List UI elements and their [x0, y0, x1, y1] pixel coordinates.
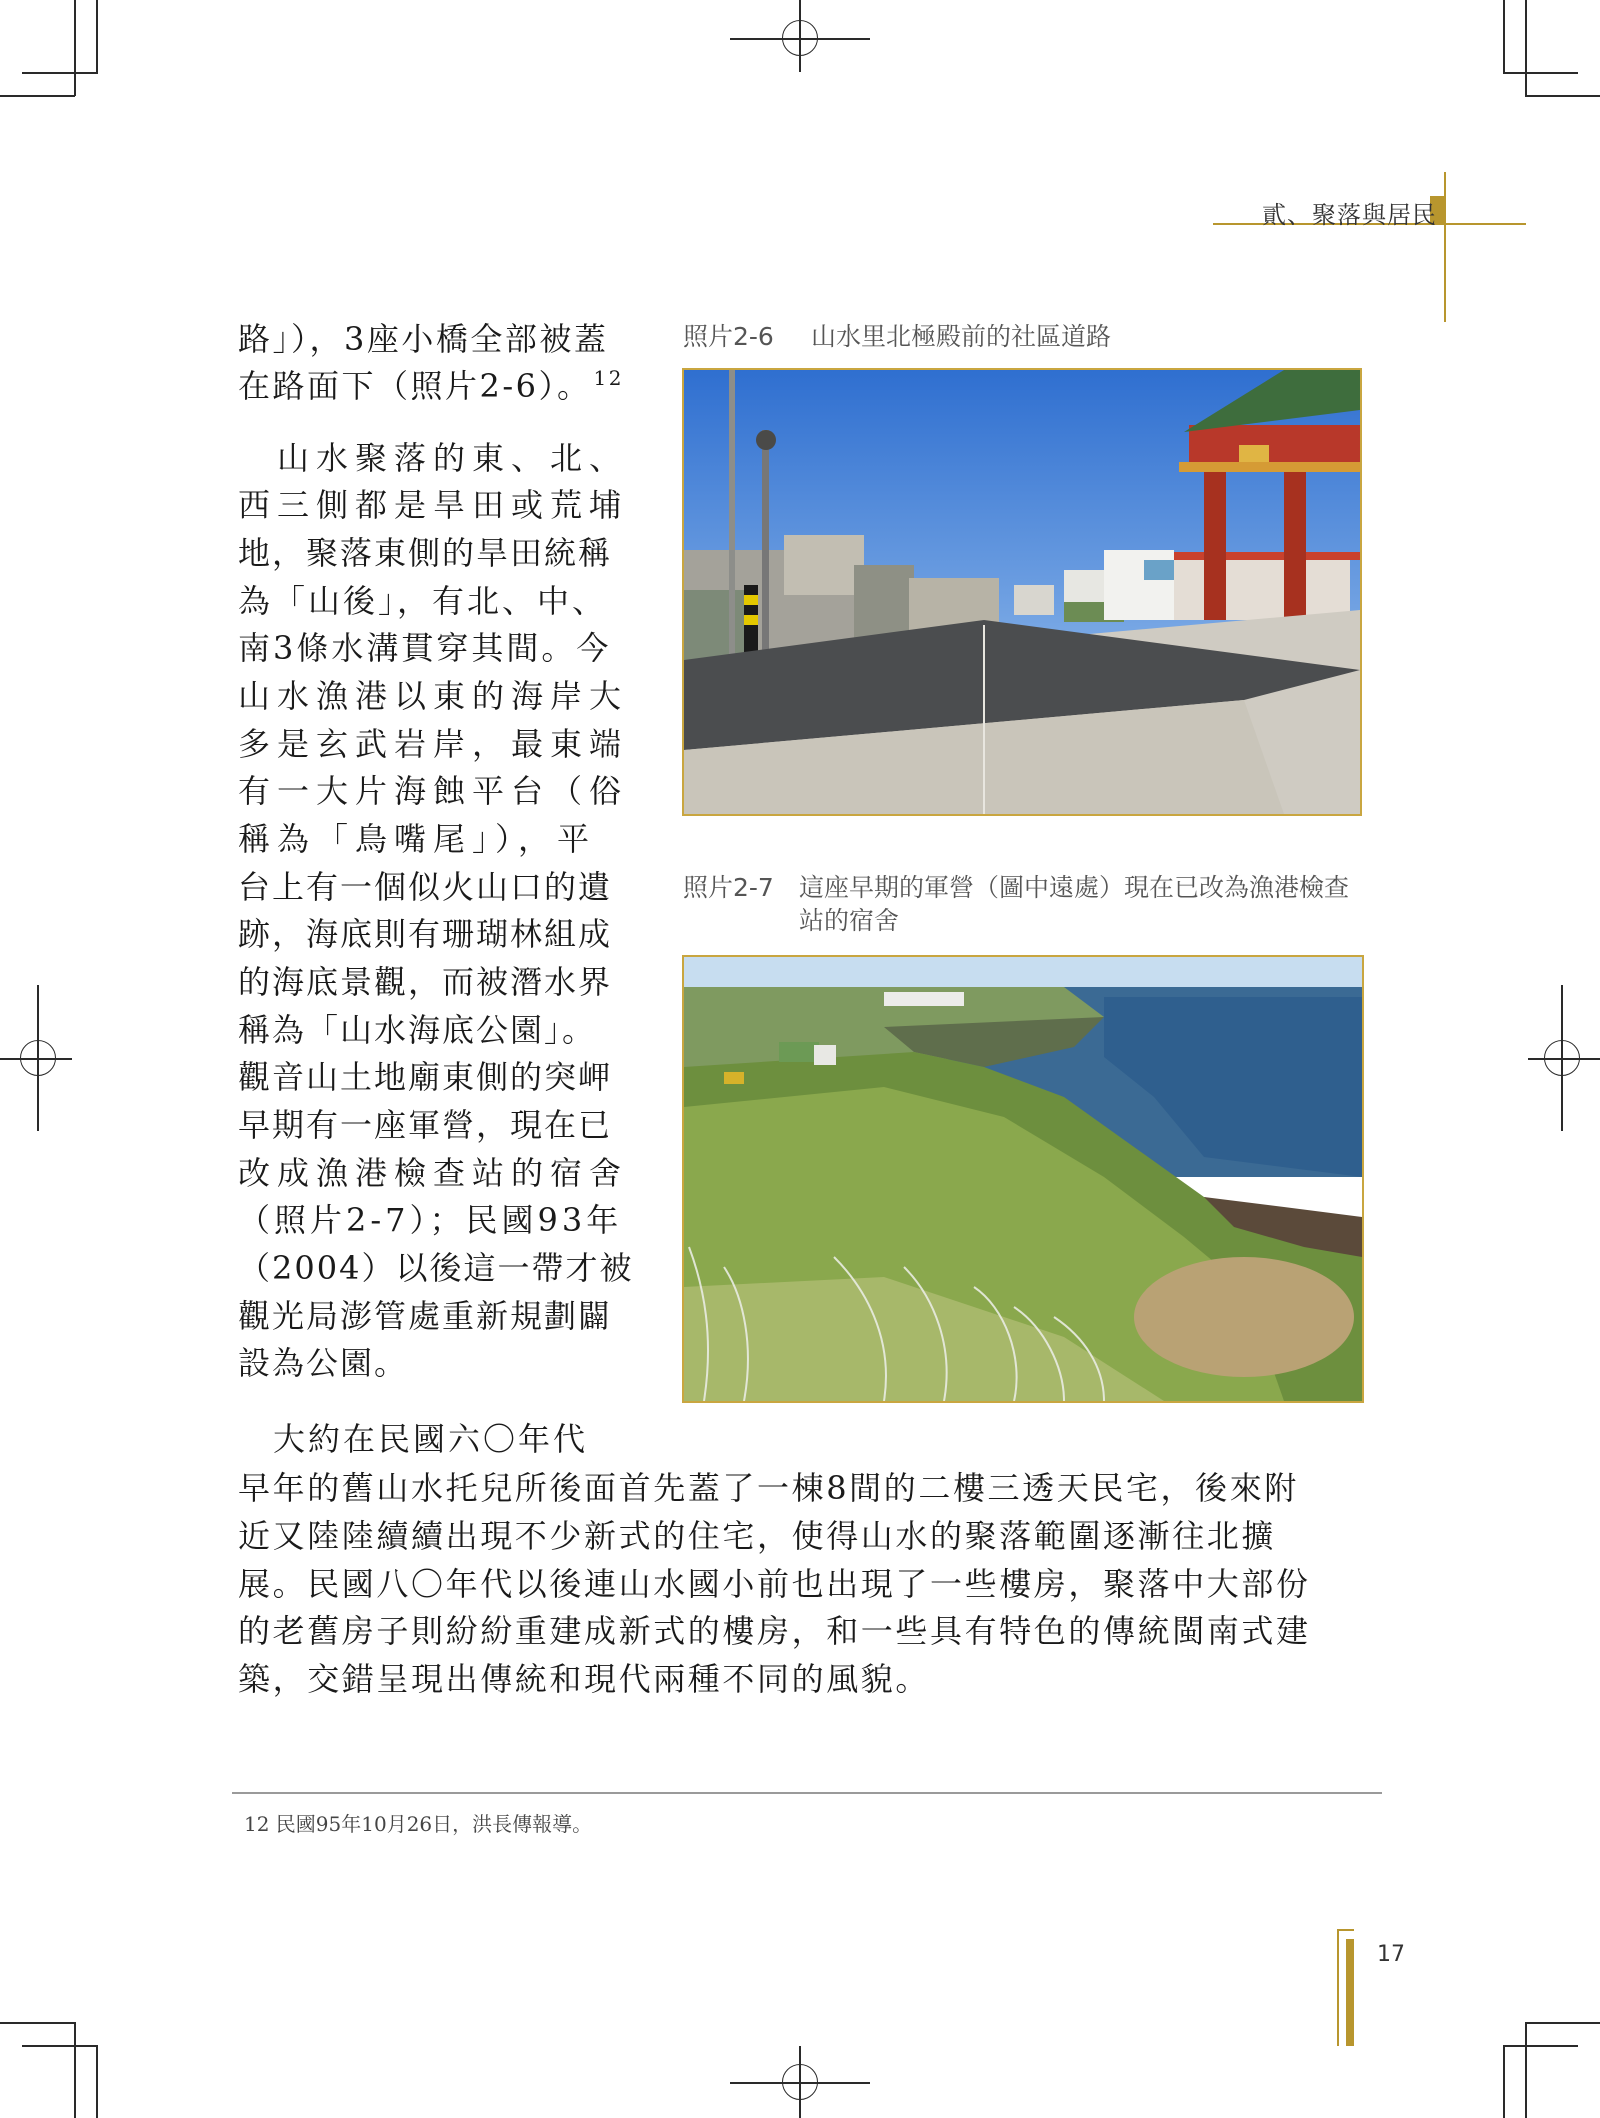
text-line: 西三側都是旱田或荒埔: [238, 486, 629, 524]
text-line: 近又陸陸續續出現不少新式的住宅，使得山水的聚落範圍逐漸往北擴: [238, 1517, 1277, 1555]
text-line: 山水聚落的東、北、: [238, 439, 629, 477]
caption-text: 山水里北極殿前的社區道路: [811, 322, 1112, 351]
page-number: 17: [1377, 1942, 1405, 1967]
text-line: 稱為「山水海底公園」。: [238, 1011, 597, 1049]
text-line: 設為公園。: [238, 1344, 409, 1382]
street-temple-photo: [684, 370, 1360, 814]
page-number-thin-rule: [1337, 1929, 1339, 2046]
text-line: 大約在民國六〇年代: [238, 1420, 589, 1458]
text-line: 有一大片海蝕平台（俗: [238, 772, 629, 810]
footnote: 12 民國95年10月26日，洪長傳報導。: [244, 1812, 593, 1836]
coastal-headland-photo: [684, 957, 1362, 1401]
chapter-title: 貳、聚落與居民: [1262, 201, 1437, 229]
caption-text: 站的宿舍: [799, 906, 900, 935]
caption-label: 照片2-6: [683, 322, 774, 351]
text-line: 跡，海底則有珊瑚林組成: [238, 915, 613, 953]
text-line: 觀光局澎管處重新規劃闢: [238, 1297, 613, 1335]
text-line: 的海底景觀，而被潛水界: [238, 963, 613, 1001]
caption-text: 這座早期的軍營（圖中遠處）現在已改為漁港檢查: [799, 873, 1350, 902]
caption-label: 照片2-7: [683, 873, 774, 902]
header-vertical-rule: [1444, 172, 1446, 322]
text-line: 展。民國八〇年代以後連山水國小前也出現了一些樓房，聚落中大部份: [238, 1565, 1311, 1603]
text-line: 早年的舊山水托兒所後面首先蓋了一棟8間的二樓三透天民宅，後來附: [238, 1469, 1299, 1507]
text-line: 台上有一個似火山口的遺: [238, 868, 613, 906]
text-line: 多是玄武岩岸，最東端: [238, 725, 629, 763]
text-line: 南3條水溝貫穿其間。今: [238, 629, 612, 667]
page-number-top-tick: [1337, 1929, 1354, 1931]
text-line: [238, 362, 624, 410]
text-line: 改成漁港檢查站的宿舍: [238, 1154, 629, 1192]
text-line: 築，交錯呈現出傳統和現代兩種不同的風貌。: [238, 1660, 931, 1698]
text-line: 為「山後」，有北、中、: [238, 582, 608, 620]
page-number-bar: [1346, 1939, 1354, 2046]
photo-2-6: [682, 368, 1362, 816]
text-line: 早期有一座軍營，現在已: [238, 1106, 613, 1144]
text-line: 觀音山土地廟東側的突岬: [238, 1058, 613, 1096]
text-line: （2004）以後這一帶才被: [238, 1249, 634, 1287]
text-line: 山水漁港以東的海岸大: [238, 677, 629, 715]
footnote-rule: [232, 1792, 1382, 1794]
text-line-content: 在路面下（照片2-6）。: [238, 367, 592, 405]
text-line: 的老舊房子則紛紛重建成新式的樓房，和一些具有特色的傳統閩南式建: [238, 1612, 1311, 1650]
photo-2-7: [682, 955, 1364, 1403]
text-line: 地，聚落東側的旱田統稱: [238, 534, 613, 572]
text-line: （照片2-7）；民國93年: [238, 1201, 623, 1239]
footnote-ref: 12: [593, 366, 624, 391]
text-line: 路」），3座小橋全部被蓋: [238, 320, 609, 358]
text-line: 稱為「鳥嘴尾」），平: [238, 820, 597, 858]
